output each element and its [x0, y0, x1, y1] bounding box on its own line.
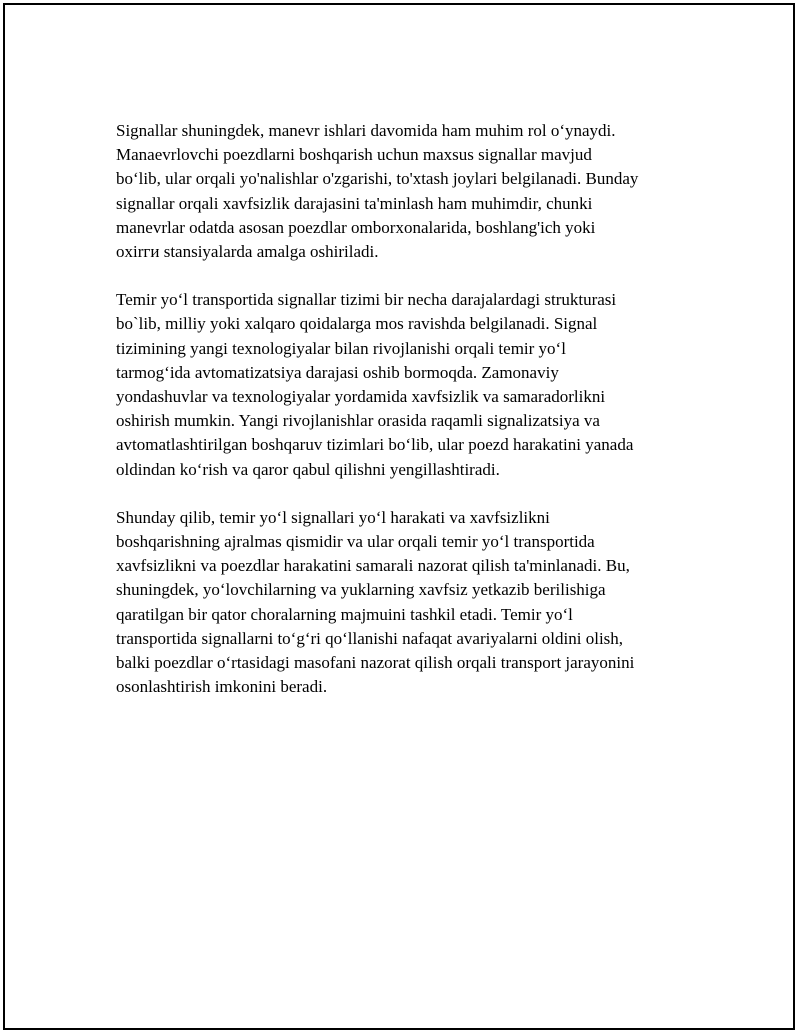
document-body: [116, 119, 686, 699]
text-line: tarmog‘ida avtomatizatsiya darajasi oshib bormoqda. Zamonaviy: [116, 362, 559, 382]
text-line: shuningdek, yo‘lovchilarning va yuklarning xavfsiz yetkazib berilishiga: [116, 580, 606, 600]
text-line: xavfsizlikni va poezdlar harakatini samarali nazorat qilish ta'minlanadi. Bu,: [116, 556, 630, 576]
text-line: Manaevrlovchi poezdlarni boshqarish uchun maxsus signallar mavjud: [116, 145, 592, 165]
paragraph-2: [116, 288, 686, 482]
text-line: balki poezdlar o‘rtasidagi masofani nazorat qilish orqali transport jarayonini: [116, 653, 635, 673]
text-line: oshirish mumkin. Yangi rivojlanishlar orasida raqamli signalizatsiya va: [116, 411, 600, 431]
paragraph-3: [116, 506, 686, 700]
paragraph-spacer: [116, 482, 686, 506]
text-line: qaratilgan bir qator choralarning majmuini tashkil etadi. Temir yo‘l: [116, 604, 573, 624]
text-line: oldindan ko‘rish va qaror qabul qilishni yengillashtiradi.: [116, 459, 500, 479]
text-line: yondashuvlar va texnologiyalar yordamida xavfsizlik va samaradorlikni: [116, 387, 606, 407]
text-line: avtomatlashtirilgan boshqaruv tizimlari bo‘lib, ular poezd harakatini yanada: [116, 435, 634, 455]
text-line: boshqarishning ajralmas qismidir va ular orqali temir yo‘l transportida: [116, 532, 595, 552]
text-line: bo‘lib, ular orqali yo'nalishlar o'zgarishi, to'xtash joylari belgilanadi. Bunday: [116, 169, 639, 189]
paragraph-1: [116, 119, 686, 264]
text-line: Shunday qilib, temir yo‘l signallari yo‘l harakati va xavfsizlikni: [116, 507, 550, 527]
text-line: Temir yo‘l transportida signallar tizimi bir necha darajalardagi strukturasi: [116, 290, 617, 310]
text-line: signallar orqali xavfsizlik darajasini ta'minlash ham muhimdir, chunki: [116, 193, 593, 213]
paragraph-spacer: [116, 264, 686, 288]
text-line: oxirги stansiyalarda amalga oshiriladi.: [116, 242, 379, 262]
text-line: transportida signallarni to‘g‘ri qo‘llanishi nafaqat avariyalarni oldini olish,: [116, 628, 624, 648]
text-line: osonlashtirish imkonini beradi.: [116, 677, 328, 697]
text-line: Signallar shuningdek, manevr ishlari davomida ham muhim rol o‘ynaydi.: [116, 121, 616, 140]
text-line: bo`lib, milliy yoki xalqaro qoidalarga mos ravishda belgilanadi. Signal: [116, 314, 598, 334]
text-line: manevrlar odatda asosan poezdlar omborxonalarida, boshlang'ich yoki: [116, 217, 596, 237]
text-line: tizimining yangi texnologiyalar bilan rivojlanishi orqali temir yo‘l: [116, 338, 566, 358]
